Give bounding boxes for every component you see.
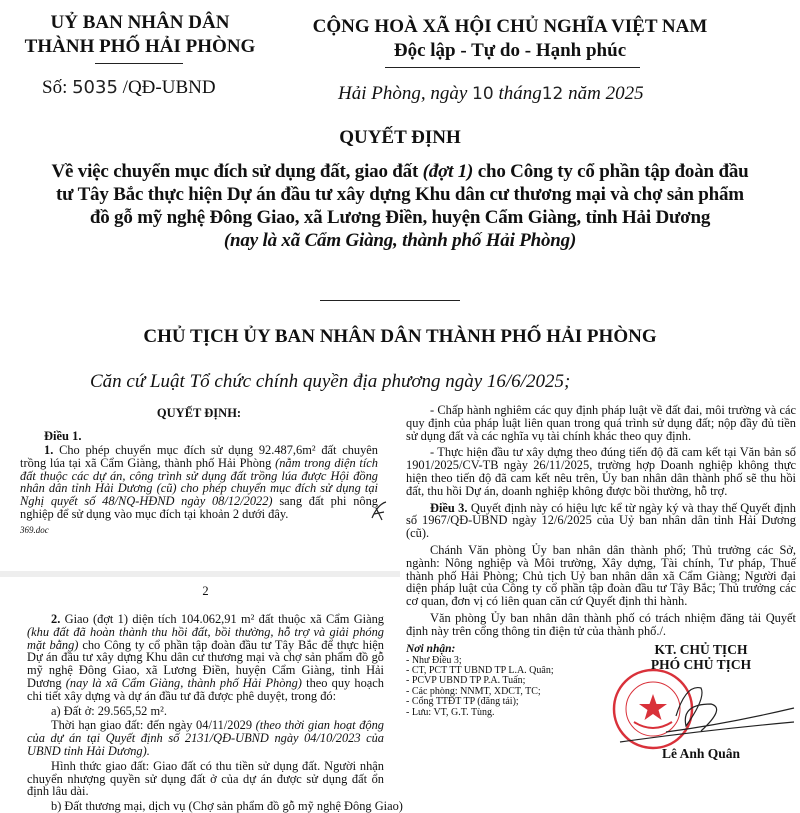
term-note: (theo thời gian hoạt động của dự án tại Quyết định số 2131/QĐ-UBND ngày 04/10/2023 của UBND tỉnh Hải Dương).	[27, 718, 384, 758]
number-suffix: /QĐ-UBND	[122, 77, 216, 98]
clause-text-2: cho Công ty cổ phần tập đoàn đầu tư Tây Bắc để thực hiện Dự án đầu tư xây dựng Khu dân cư thương mại và chợ sản phẩm đồ gỗ mỹ nghệ Đông Giao, xã Lương Điền, huyện Cẩm Giàng, tỉnh Hải Dương	[27, 637, 384, 690]
article-1-clause-2	[27, 613, 384, 703]
subject-note: (nay là xã Cẩm Giàng, thành phố Hải Phòng)	[223, 230, 577, 251]
right-column	[406, 404, 796, 762]
term-text: Thời hạn giao đất: đến ngày 04/11/2029	[51, 718, 253, 733]
signature-block	[606, 642, 796, 762]
allocation-form: Hình thức giao đất: Giao đất có thu tiền sử dụng đất. Người nhận chuyển nhượng quyền sử dụng đất ở của dự án được sử dụng đất ổn định lâu dài.	[27, 758, 384, 799]
subject-text-1: Về việc chuyển mục đích sử dụng đất, giao đất	[51, 161, 419, 182]
number-prefix: Số:	[42, 77, 68, 98]
clause-note: (khu đất đã hoàn thành thu hồi đất, bồi thường, hỗ trợ và giải phóng mặt bằng)	[27, 624, 384, 652]
document-number	[42, 77, 216, 99]
authority-heading: CHỦ TỊCH ỦY BAN NHÂN DÂN THÀNH PHỐ HẢI PHÒNG	[143, 326, 657, 347]
article-3-text: Quyết định này có hiệu lực kể từ ngày ký và thay thế Quyết định số 1967/QĐ-UBND ngày 12/6/2025 của Uỷ ban nhân dân tỉnh Hải Dương (cũ).	[406, 500, 796, 541]
agency-name-line2: THÀNH PHỐ HẢI PHÒNG	[24, 36, 256, 57]
legal-basis: Căn cứ Luật Tổ chức chính quyền địa phương ngày 16/6/2025;	[90, 371, 571, 392]
closing-area	[406, 642, 796, 762]
motto-underline	[385, 67, 640, 68]
clause-number: 2.	[51, 612, 61, 626]
nation-name: CỘNG HOÀ XÃ HỘI CHỦ NGHĨA VIỆT NAM	[312, 16, 708, 37]
recipient-item: - PCVP UBND TP P.A. Tuấn;	[406, 675, 526, 687]
clause-text-end: sang đất phi nông nghiệp để sử dụng vào mục đích tại khoản 2 dưới đây.	[20, 494, 378, 521]
publish-clause: Văn phòng Ủy ban nhân dân thành phố có trách nhiệm đăng tải Quyết định này trên cổng thông tin điện tử của thành phố./.	[406, 610, 796, 638]
article-1-clause-1	[20, 444, 378, 521]
recipients-label: Nơi nhận:	[406, 642, 456, 655]
page-separator	[0, 571, 400, 577]
clause-note: (nằm trong diện tích đất thuộc các dự án, công trình sử dụng đất trồng lúa được Hội đồng nhân dân tỉnh Hải Dương (cũ) cho phép chuyển mục đích sử dụng tại Nghị quyết số 48/NQ-HĐND ngày 08/12/2022)	[20, 455, 378, 509]
subject-text-2: cho Công ty cổ phần tập đoàn đầu tư Tây Bắc thực hiện Dự án đầu tư xây dựng Khu dân cư thương mại và chợ sản phẩm đồ gỗ mỹ nghệ Đông Giao, xã Lương Điền, huyện Cẩm Giàng, tỉnh Hải Dương	[56, 161, 749, 228]
recipients-list	[406, 656, 606, 718]
clause-number: 1.	[44, 443, 54, 457]
recipient-item: - Các phòng: NNMT, XDCT, TC;	[406, 685, 541, 697]
agency-underline	[95, 63, 183, 64]
recipients-block	[406, 642, 606, 762]
obligation-2: - Thực hiện đầu tư xây dựng theo đúng tiến độ đã cam kết tại Văn bản số 1901/2025/CV-TB ngày 26/11/2025, trường hợp Doanh nghiệp không thực hiện theo tiến độ đã cam kết nêu trên, Ủy ban nhân dân thành phố sẽ thu hồi đất, thu hồi Dự án, doanh nghiệp không được bồi thường, hỗ trợ.	[406, 445, 796, 498]
page-1-excerpt	[0, 398, 400, 570]
number-handwritten: 5035	[72, 77, 118, 98]
item-b-partial: b) Đất thương mại, dịch vụ (Chợ sản phẩm đồ gỗ mỹ nghệ Đông Giao)	[51, 799, 403, 813]
recipient-item: - CT, PCT TT UBND TP L.A. Quân;	[406, 664, 554, 676]
obligation-1: - Chấp hành nghiêm các quy định pháp luật về đất đai, môi trường và các quy định của pháp luật liên quan trong quá trình sử dụng đất; nộp đầy đủ tiền sử dụng đất và các nghĩa vụ tài chính khác theo quy định.	[406, 403, 796, 443]
file-name: 369.doc	[20, 524, 49, 535]
clause-note-2: (nay là xã Cẩm Giàng, thành phố Hải Phòng)	[65, 675, 302, 690]
national-motto: Độc lập - Tự do - Hạnh phúc	[393, 40, 627, 61]
execution-clause: Chánh Văn phòng Ủy ban nhân dân thành phố; Thủ trưởng các Sở, ngành: Nông nghiệp và Môi trường, Xây dựng, Tài chính, Tư pháp, Thuế thành phố Hải Phòng; Chủ tịch Uỷ ban nhân dân xã Cẩm Giàng; Người đại diện pháp luật của Công ty cổ phần tập đoàn đầu tư Tây Bắc; Thủ trưởng các cơ quan, đơn vị có liên quan căn cứ Quyết định thi hành.	[406, 542, 796, 609]
date-day: 10	[472, 84, 494, 104]
clause-text: Cho phép chuyển mục đích sử dụng 92.487,6m² đất chuyên trồng lúa tại xã Cẩm Giàng, thành phố Hải Phòng	[20, 443, 378, 470]
issue-date	[338, 83, 644, 105]
article-1-label: Điều 1.	[44, 429, 82, 443]
signer-title-1: KT. CHỦ TỊCH	[654, 641, 748, 657]
signature-icon	[606, 676, 796, 746]
article-3-label: Điều 3.	[430, 500, 468, 515]
clause-text-3: theo quy hoạch chi tiết xây dựng và dự án đầu tư đã được phê duyệt, trong đó:	[27, 675, 384, 703]
recipient-item: - Như Điều 3;	[406, 654, 462, 666]
signer-name: Lê Anh Quân	[661, 745, 741, 761]
date-year: năm 2025	[568, 83, 644, 104]
recipient-item: - Cổng TTĐT TP (đăng tải);	[406, 696, 519, 708]
recipient-item: - Lưu: VT, G.T. Tùng.	[406, 706, 495, 718]
signer-title-2: PHÓ CHỦ TỊCH	[650, 656, 752, 672]
date-month: 12	[541, 84, 564, 104]
page-number: 2	[202, 584, 209, 598]
agency-name-line1: UỶ BAN NHÂN DÂN	[50, 12, 230, 33]
date-place: Hải Phòng, ngày	[338, 83, 468, 104]
subject-underline	[320, 300, 460, 301]
article-3	[406, 502, 796, 540]
document-subject	[45, 160, 755, 252]
land-term	[27, 719, 384, 757]
decision-heading: QUYẾT ĐỊNH:	[156, 406, 242, 420]
subject-batch: (đợt 1)	[422, 161, 474, 182]
date-month-label: tháng	[498, 83, 542, 104]
document-title: QUYẾT ĐỊNH	[339, 127, 461, 148]
clause-text: Giao (đợt 1) diện tích 104.062,91 m² đất thuộc xã Cẩm Giàng	[64, 612, 384, 626]
item-a: a) Đất ở: 29.565,52 m².	[51, 703, 167, 718]
page-2-excerpt	[27, 584, 403, 813]
initial-mark-icon	[370, 500, 388, 522]
